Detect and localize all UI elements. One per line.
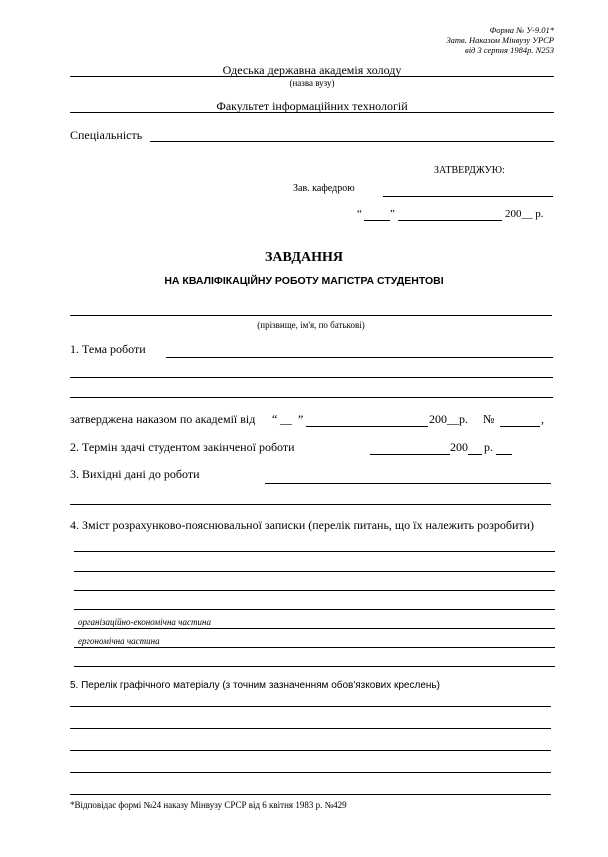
student-name-field[interactable] [70,315,552,316]
specialty-label: Спеціальність [70,128,143,142]
contents-label: 4. Зміст розрахунково-пояснювальної записки (перелік питань, що їх належить розробити) [70,518,535,532]
form-number: Форма № У-9.01* [489,25,554,35]
ergonomic-part-label: ергономічна частина [78,636,160,646]
student-name-caption: (прізвище, ім'я, по батькові) [257,320,365,330]
approved-order-label: затверджена наказом по академії від [70,412,256,426]
deadline-date-field[interactable] [370,454,450,455]
approved-order-month-field[interactable] [306,426,428,427]
head-signature-field[interactable] [383,196,553,197]
contents-field-7[interactable] [74,666,555,667]
approval-day-field[interactable] [364,220,390,221]
graphics-field-5[interactable] [70,794,551,795]
document-subtitle: НА КВАЛІФІКАЦІЙНУ РОБОТУ МАГІСТРА СТУДЕНТОВІ [164,275,444,287]
approval-date-close-quote: ” [390,208,395,220]
approved-order-year: 200__р. [429,412,468,426]
contents-field-1[interactable] [74,551,555,552]
deadline-tail-line [496,454,512,455]
approved-order-comma: , [541,412,544,426]
input-data-field-2[interactable] [70,504,551,505]
specialty-field[interactable] [150,141,554,142]
approved-order-quote-open: “ [272,412,278,426]
graphics-field-4[interactable] [70,772,551,773]
faculty-name: Факультет інформаційних технологій [216,99,408,113]
approval-order-date: від 3 серпня 1984р. N253 [465,45,554,55]
contents-field-6[interactable] [74,647,555,648]
deadline-year: 200 [450,440,468,454]
graphics-field-2[interactable] [70,728,551,729]
graphics-label: 5. Перелік графічного матеріалу (з точним зазначенням обов'язкових креслень) [70,680,440,691]
contents-field-4[interactable] [74,609,555,610]
topic-field-2[interactable] [70,377,553,378]
graphics-field-1[interactable] [70,706,551,707]
contents-field-3[interactable] [74,590,555,591]
head-of-department-label: Зав. кафедрою [293,183,355,194]
approved-order-number-field[interactable] [500,426,540,427]
approval-date-open-quote: “ [357,208,362,220]
deadline-year-suffix: р. [484,440,493,454]
economic-part-label: організаційно-економічна частина [78,617,211,627]
contents-field-5[interactable] [74,628,555,629]
footnote: *Відповідає формі №24 наказу Мінвузу СРСР від 6 квітня 1983 р. №429 [70,800,347,810]
approved-order-number-label: № [483,412,495,426]
deadline-year-field[interactable] [468,454,482,455]
input-data-field-1[interactable] [265,483,551,484]
faculty-line [70,112,554,113]
topic-label: 1. Тема роботи [70,342,146,356]
approval-month-field[interactable] [398,220,502,221]
input-data-label: 3. Вихідні дані до роботи [70,467,200,481]
document-title: ЗАВДАННЯ [265,250,343,265]
contents-field-2[interactable] [74,571,555,572]
deadline-label: 2. Термін здачі студентом закінченої роботи [70,440,295,454]
institution-caption: (назва вузу) [289,78,335,88]
approved-order-day: __ [280,412,292,426]
graphics-field-3[interactable] [70,750,551,751]
approved-order-quote-close: ” [298,412,304,426]
approval-date-year: 200__ р. [505,208,544,220]
topic-field-1[interactable] [166,357,553,358]
approval-order: Затв. Наказом Мінвузу УРСР [446,35,554,45]
institution-name: Одеська державна академія холоду [222,63,402,77]
institution-line [70,76,554,77]
topic-field-3[interactable] [70,397,553,398]
approve-label: ЗАТВЕРДЖУЮ: [434,165,505,176]
